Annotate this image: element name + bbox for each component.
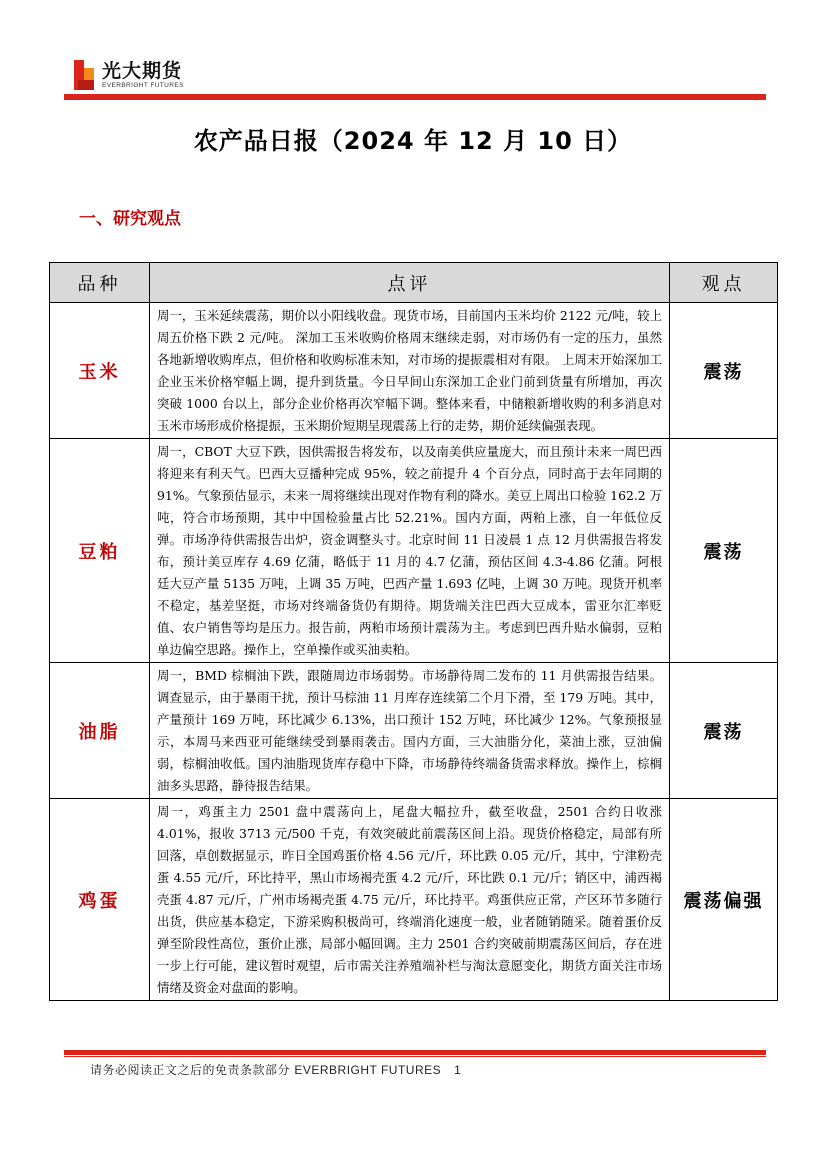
section-title: 一、研究观点 [79, 209, 181, 229]
comment-cell: 周一，玉米延续震荡，期价以小阳线收盘。现货市场，目前国内玉米均价 2122 元/吨，较上周五价格下跌 2 元/吨。 深加工玉米收购价格周末继续走弱，对市场仍有一定的压力，虽然各地新增收购库点，但价格和收购标准未知，对市场的提振震相对有限。 上周末开始深加工企业玉米价格窄幅上调，提升到货量。今日早间山东深加工企业门前到货量有所增加，再次突破 1000 台以上，部分企业价格再次窄幅下调。整体来看，中储粮新增收购的利多消息对玉米市场形成价格提振，玉米期价短期呈现震荡上行的走势，期价延续偏强表现。 [150, 303, 670, 439]
comment-cell: 周一，BMD 棕榈油下跌，跟随周边市场弱势。市场静待周二发布的 11 月供需报告结果。调查显示，由于暴雨干扰，预计马棕油 11 月库存连续第二个月下滑，至 179 万吨。其中，产量预计 169 万吨，环比减少 6.13%，出口预计 152 万吨，环比减少 12%。气象预报显示，本周马来西亚可能继续受到暴雨袭击。国内方面，三大油脂分化，菜油上涨，豆油偏弱，棕榈油收低。国内油脂现货库存稳中下降，市场静待终端备货需求释放。操作上，棕榈油多头思路，静待报告结果。 [150, 663, 670, 799]
page-title: 农产品日报（2024 年 12 月 10 日） [193, 127, 633, 155]
view-cell: 震荡 [670, 663, 778, 799]
table-row-soymeal [50, 439, 778, 663]
table-row-corn [50, 303, 778, 439]
footer-disclaimer: 请务必阅读正文之后的免责条款部分 [90, 1063, 291, 1077]
view-cell: 震荡 [670, 439, 778, 663]
view-cell: 震荡偏强 [670, 799, 778, 1001]
category-cell: 豆粕 [50, 439, 150, 663]
table-header-row [50, 263, 778, 303]
comment-cell: 周一，鸡蛋主力 2501 盘中震荡向上，尾盘大幅拉升，截至收盘，2501 合约日收涨 4.01%，报收 3713 元/500 千克，有效突破此前震荡区间上沿。现货价格稳定，局部有所回落，卓创数据显示，昨日全国鸡蛋价格 4.56 元/斤，环比跌 0.05 元/斤，其中，宁津粉壳蛋 4.55 元/斤，环比持平，黑山市场褐壳蛋 4.2 元/斤，环比跌 0.1 元/斤；销区中，浦西褐壳蛋 4.87 元/斤，广州市场褐壳蛋 4.75 元/斤，环比持平。鸡蛋供应正常，产区环节多随行出货，供应基本稳定，下游采购积极尚可，终端消化速度一般，业者随销随采。随着蛋价反弹至阶段性高位，蛋价止涨，局部小幅回调。主力 2501 合约突破前期震荡区间后，存在进一步上行可能，建议暂时观望，后市需关注养殖端补栏与淘汰意愿变化，期货方面关注市场情绪及资金对盘面的影响。 [150, 799, 670, 1001]
category-cell: 鸡蛋 [50, 799, 150, 1001]
comment-cell: 周一，CBOT 大豆下跌，因供需报告将发布，以及南美供应量庞大，而且预计未来一周巴西将迎来有利天气。巴西大豆播种完成 95%，较之前提升 4 个百分点，同时高于去年同期的 91%。气象预估显示，未来一周将继续出现对作物有利的降水。美豆上周出口检验 162.2 万吨，符合市场预期，其中中国检验量占比 52.21%。国内方面，两粕上涨，自一年低位反弹。市场净待供需报告出炉，资金调整头寸。北京时间 11 日凌晨 1 点 12 月供需报告将发布，预计美豆库存 4.69 亿蒲，略低于 11 月的 4.7 亿蒲，预估区间 4.3-4.86 亿蒲。阿根廷大豆产量 5135 万吨，上调 35 万吨，巴西产量 1.693 亿吨，上调 30 万吨。现货开机率不稳定，基差坚挺，市场对终端备货仍有期待。期货端关注巴西大豆成本，雷亚尔汇率贬值、农户销售等均是压力。报告前，两粕市场预计震荡为主。考虑到巴西升贴水偏弱，豆粕单边偏空思路。操作上，空单操作或买油卖粕。 [150, 439, 670, 663]
logo-chinese-name: 光大期货 [102, 60, 183, 82]
table-row-oils [50, 663, 778, 799]
company-logo [74, 60, 184, 92]
table-row-eggs [50, 799, 778, 1001]
research-view-table [49, 262, 778, 1001]
view-cell: 震荡 [670, 303, 778, 439]
category-cell: 玉米 [50, 303, 150, 439]
page-footer [90, 1062, 461, 1078]
logo-english-name: EVERBRIGHT FUTURES [102, 82, 184, 89]
footer-divider [64, 1050, 766, 1055]
footer-brand: EVERBRIGHT FUTURES [294, 1063, 442, 1077]
column-header-comment: 点评 [150, 263, 670, 303]
logo-mark-icon [74, 60, 96, 90]
page-number: 1 [454, 1063, 462, 1077]
category-cell: 油脂 [50, 663, 150, 799]
header-divider [64, 94, 766, 99]
column-header-view: 观点 [670, 263, 778, 303]
column-header-variety: 品种 [50, 263, 150, 303]
